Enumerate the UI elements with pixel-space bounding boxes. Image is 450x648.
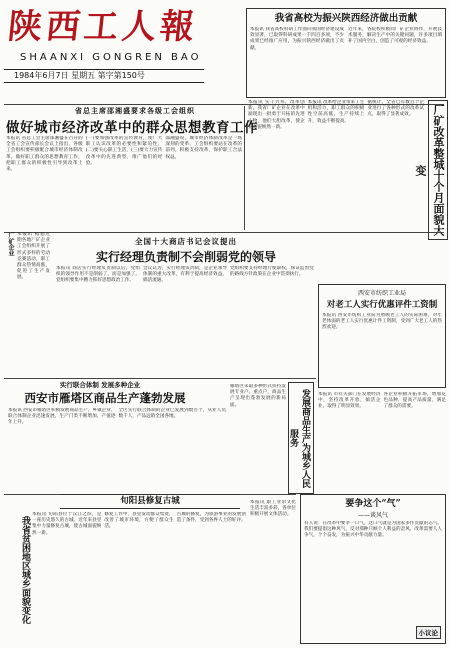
lead-headline: 做好城市经济改革中的群众思想教育工作 — [6, 120, 258, 136]
middle-right-boxed-article — [318, 284, 446, 388]
left-small-article — [6, 232, 50, 372]
commentary-badge: 小议论 — [416, 626, 442, 639]
bottom-middle-text: 本报讯 职工业余文化生活丰富多彩，各单位积极开展文体活动。 — [250, 500, 296, 518]
middle-right-source: 西安市纺织工业局 — [357, 290, 406, 297]
lead-body — [6, 136, 242, 228]
lead-col3: 邵湘盛说，城市经济体制改革是一场深刻的变革，工会组织要站在改革的前列，积极支持改革，保护职工合法权益。 — [165, 136, 243, 160]
row3-vertical-headline: 发展商品生产为城乡人民服务 — [288, 382, 314, 494]
lead-kicker: 省总主席邵湘盛要求各级工会组织 — [75, 106, 195, 115]
bottom-right-subhead: ——谈风气 — [357, 512, 388, 519]
middle-right-text: 本报讯 西安市纺织工业局为照顾老工人的实际困难，对年老体弱的老工人实行优惠计件工资制，受到广大老工人的热烈欢迎。 — [322, 313, 442, 331]
masthead-pinyin: SHAANXI GONGREN BAO — [20, 52, 202, 63]
bottom-right-headline: 要争这个“气” — [345, 499, 401, 509]
middle-body — [56, 266, 314, 376]
divider — [4, 378, 316, 379]
bottom-right-text: 有人说：在改革中要争一口气，这口气就是为国家多作贡献的志气。我们要提倡这种风气，反对那种只顾个人利益的歪风。改革需要人人争气，个个奋发，为振兴中华贡献力量。 — [304, 521, 442, 539]
bottom-vertical-headline: 我省贫困地区城乡面貌变化 — [20, 516, 30, 624]
right-vertical-headline: 厂矿改革整城十个月面貌大变 — [428, 100, 448, 240]
row3-col1: 本报讯 西安市雁塔区积极发展商品生产，乡镇企业、联合体制企业迅速发展，生产门类不断增加，产值逐年上升。 — [8, 408, 116, 426]
bottom-right-boxed-article — [300, 494, 446, 644]
bottom-col1: 本报讯 旬阳县位于汉江之滨，是一座历史悠久的古城。近年来县里集中力量修复古城，使古城面貌焕然一新。 — [32, 512, 102, 536]
masthead — [4, 4, 240, 104]
lead-col1: 本报讯 省总工会主席邵湘盛在召开的全省工会宣传部长会议上指出，各级工会组织要积极配合城市经济体制改革，做好职工群众的思想教育工作，把职工群众的积极性引导到改革上来。 — [6, 136, 83, 173]
row3-body — [8, 408, 226, 490]
row3-right-col1: 本报讯 市有关部门在发展经济中，坚持改革开放，搞活企业，取得了明显效果。 — [318, 392, 381, 410]
left-small-headline: 厂矿企业 — [7, 232, 14, 256]
bottom-col3: 古城的修复，为旅游事业的发展创造了条件，受到各界人士的好评。 — [176, 512, 246, 524]
divider — [4, 232, 444, 233]
top-right-article-title: 我省高校为振兴陕西经济做出贡献 — [274, 13, 418, 24]
divider — [244, 106, 245, 230]
row3-side-text: 雁塔区采取多种形式扶持发展专业户、重点户，商品生产呈现出蓬勃发展的新局面。 — [230, 384, 286, 408]
row3-right-article — [318, 392, 446, 492]
top-right-article — [246, 8, 446, 98]
lead-col2: (一)要加强改革的宣传教育，使广大职工认识改革的必要性和紧迫性，(二)要关心职工生活，(三)要大力宣传改革中的先进典型，推广他们的经验。 — [85, 136, 163, 166]
middle-col2: 会议认为，实行经理负责制，是企业领导体制的重大改革，有利于提高经济效益，搞活流通。 — [143, 266, 227, 284]
row3-col2: 全区实行联合体制的企业已发展到数百个，从业人员数千人，产品远销全国各地。 — [118, 408, 226, 420]
right-top-col1: 本报讯 实干兴邦，改革创新。我省厂矿企业在改革中涌现出一批勇于开拓的先进人物，他们大胆改革，使企业面貌焕然一新。 — [248, 100, 305, 130]
bottom-col2: 修复工作中，县里发动群众集资，改善了城市环境，方便了群众生活。 — [104, 512, 174, 530]
middle-col3: 党组织要支持经理行使职权，保证监督党的路线方针政策在企业中贯彻执行。 — [230, 266, 314, 278]
middle-col1: 本报讯 商店实行经理负责制以后，党组织的领导作用不是削弱了，而是加强了。党组织要集中精力抓好思想政治工作。 — [56, 266, 140, 284]
top-right-article-col1: 本报讯 我省高校科研工作面向我国经济建设成效显著，已取得科研成果一千四百多项，不少成果已经推广应用，为振兴陕西经济做出了贡献。 — [250, 27, 344, 51]
middle-kicker: 全国十大商店书记会议提出 — [135, 237, 237, 246]
top-right-article-col2: 近年来，各院校积极同厂矿企业协作，开展技术服务，解决生产中的关键问题，许多项目填补了国内空白，创造了可观的经济效益。 — [348, 27, 442, 45]
row3-kicker: 实行联合体制 发展多种企业 — [59, 381, 141, 389]
middle-headline: 实行经理负责制不会削弱党的领导 — [95, 250, 276, 264]
right-top-col2: 本报讯 改革给企业带来了生机和活力，职工群众的积极性空前高涨，生产持续上升，效益不断提高。 — [307, 100, 365, 124]
bottom-headline: 旬阳县修复古城 — [60, 494, 240, 509]
right-top-article — [248, 100, 424, 230]
bottom-body — [32, 512, 246, 642]
right-top-col3: 据统计，全省已有数百个企业进行了各种形式的改革试点，取得了显著成效。 — [367, 100, 425, 118]
row3-headline: 西安市雁塔区商品生产蓬勃发展 — [24, 391, 186, 405]
row3-right-col2: 各企业积极开拓市场，增加花色品种，提高产品质量，满足了群众的需要。 — [383, 392, 446, 410]
masthead-date-line: 1984年6月7日 星期五 第字第150号 — [4, 69, 204, 83]
middle-right-headline: 对老工人实行优惠评件工资制 — [326, 300, 438, 310]
left-small-text: 本报讯 据悉近期各地厂矿企业工会组织开展了形式多样的劳动竞赛活动，职工群众热情高涨，促进了生产发展。 — [17, 232, 50, 281]
masthead-title: 陕西工人報 — [5, 7, 201, 47]
